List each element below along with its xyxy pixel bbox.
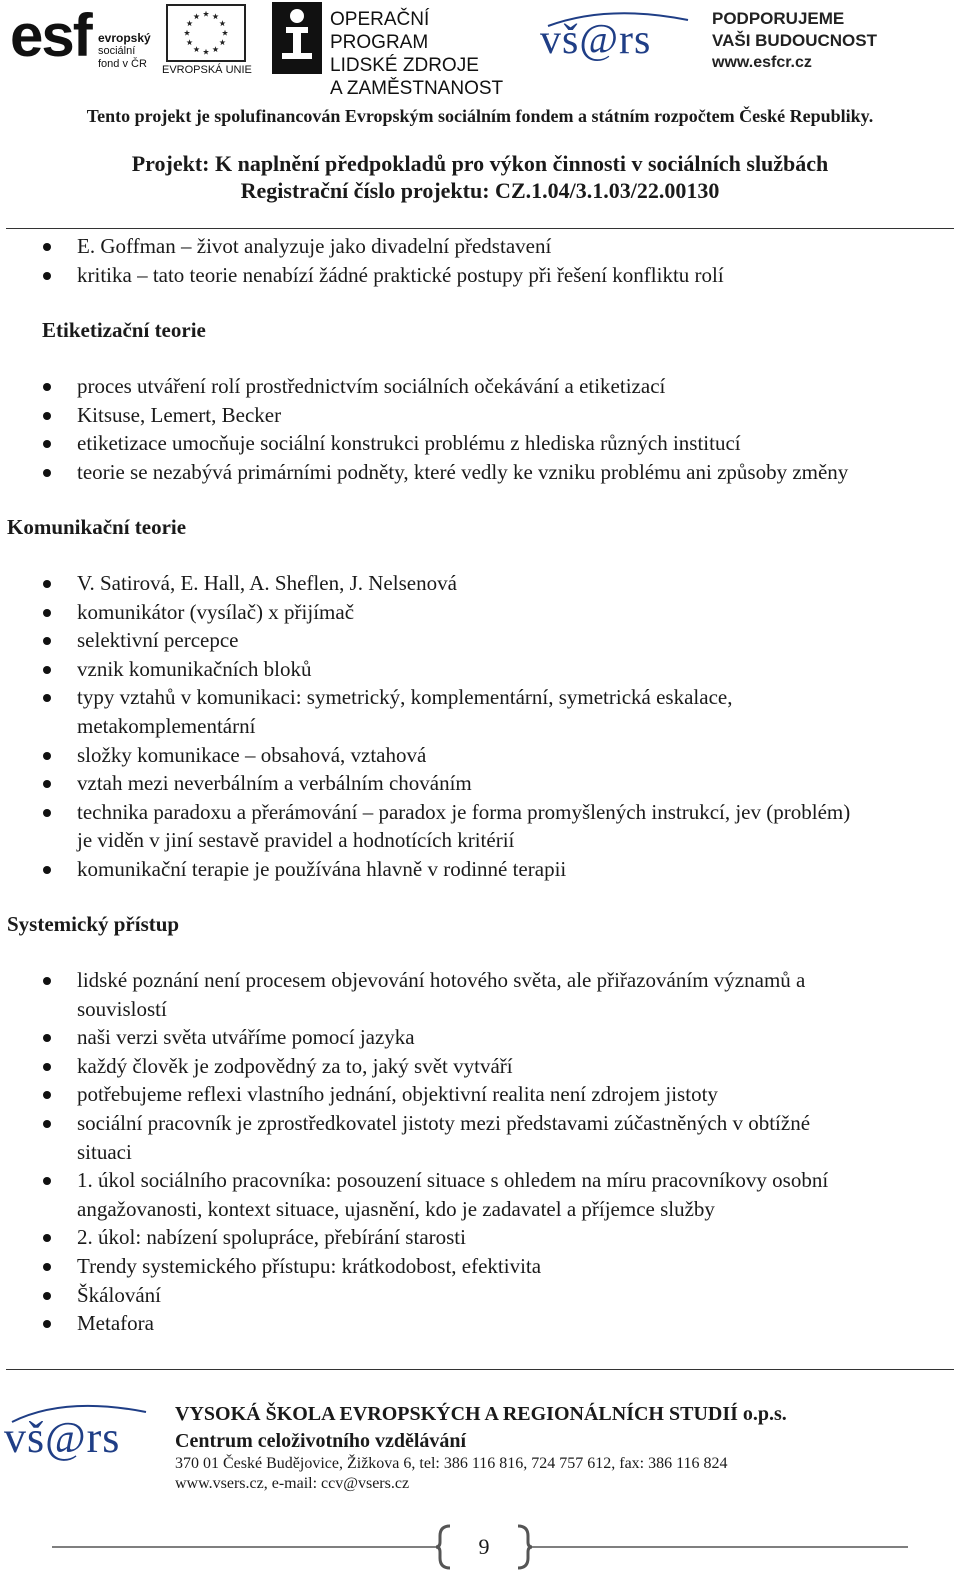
list-item: 1. úkol sociálního pracovníka: posouzení situace s ohledem na míru pracovníkovy osobní angažovanosti, kontext situace, ujasnění, kdo je zadavatel a příjemce služby [0,1166,880,1223]
list-item: Kitsuse, Lemert, Becker [0,401,880,430]
bullet-icon [43,609,51,617]
bullet-icon [43,1120,51,1128]
labeling-list [0,372,960,486]
eu-star-icon [222,30,228,36]
list-item: 2. úkol: nabízení spolupráce, přebírání starosti [0,1223,880,1252]
eu-star-icon [212,46,218,52]
school-web-email: www.vsers.cz, e-mail: ccv@vsers.cz [175,1475,410,1492]
bullet-icon [43,1091,51,1099]
section-heading-labeling: Etiketizační teorie [42,318,206,342]
support-slogan: PODPORUJEME VAŠI BUDOUCNOST www.esfcr.cz [712,8,877,74]
vsers-header-logo [538,6,698,74]
bullet-icon [43,666,51,674]
section-heading-systemic: Systemický přístup [7,912,180,936]
list-item: etiketizace umocňuje sociální konstrukci problému z hlediska různých institucí [0,429,880,458]
list-item: teorie se nezabývá primárními podněty, které vedly ke vzniku problému ani způsoby změny [0,458,960,487]
vsers-footer-word: vš@rs [4,1413,121,1462]
project-title: Projekt: K naplnění předpokladů pro výkon činnosti v sociálních službách [131,151,829,176]
eu-star-icon [187,39,193,45]
registration-number: Registrační číslo projektu: CZ.1.04/3.1.03/22.00130 [240,178,720,203]
bullet-icon [43,383,51,391]
vsers-footer-logo [4,1396,154,1476]
school-address: 370 01 České Budějovice, Žižkova 6, tel: 386 116 816, 724 757 612, fax: 386 116 824 [175,1455,728,1472]
bullet-icon [43,412,51,420]
eu-caption: EVROPSKÁ UNIE [162,64,252,76]
eu-star-icon [219,39,225,45]
op-lzz-logo [272,2,532,99]
list-item: kritika – tato teorie nenabízí žádné praktické postupy při řešení konfliktu rolí [0,261,880,290]
esf-logo-letters: esf [10,2,91,69]
bullet-icon [43,637,51,645]
section-heading-communication: Komunikační teorie [7,515,187,539]
list-item: vztah mezi neverbálním a verbálním chováním [0,769,880,798]
list-item: technika paradoxu a přerámování – paradox je forma promyšlených instrukcí, jev (problém) je viděn v jiní sestavě pravidel a hodnotících kritérií [0,798,960,855]
bullet-icon [43,440,51,448]
bullet-icon [43,1234,51,1242]
footer-divider [6,1369,954,1370]
list-item: typy vztahů v komunikaci: symetrický, komplementární, symetrická eskalace, metakomplementární [0,683,880,740]
eu-star-icon [212,13,218,19]
intro-list [0,232,880,289]
systemic-list [0,966,880,1338]
eu-star-icon [203,11,209,17]
support-url: www.esfcr.cz [712,54,812,71]
bullet-icon [43,272,51,280]
bullet-icon [43,866,51,874]
list-item: komunikátor (vysílač) x přijímač [0,598,880,627]
bullet-icon [43,1034,51,1042]
vsers-header-word: vš@rs [540,17,652,63]
header-divider [6,228,954,229]
esf-logo [6,2,262,76]
list-item: potřebujeme reflexi vlastního jednání, objektivní realita není zdrojem jistoty [0,1080,880,1109]
bullet-icon [43,809,51,817]
list-item: vznik komunikačních bloků [0,655,880,684]
bullet-icon [43,1292,51,1300]
esf-logo-caption: evropský sociální fond v ČR [98,31,151,70]
bullet-icon [43,1063,51,1071]
eu-flag-icon [166,4,246,62]
op-lzz-text: OPERAČNÍ PROGRAM LIDSKÉ ZDROJE A ZAMĚSTNANOST [330,9,504,99]
list-item: lidské poznání není procesem objevování hotového světa, ale přiřazováním významů a souvislostí [0,966,880,1023]
bullet-icon [43,1263,51,1271]
bullet-icon [43,243,51,251]
list-item: sociální pracovník je zprostředkovatel jistoty mezi představami zúčastněných v obtížné situaci [0,1109,880,1166]
eu-star-icon [193,46,199,52]
list-item: Metafora [0,1309,880,1338]
eu-star-icon [184,30,190,36]
op-person-icon [272,2,322,74]
list-item: V. Satirová, E. Hall, A. Sheflen, J. Nelsenová [0,569,880,598]
bullet-icon [43,1320,51,1328]
list-item: Škálování [0,1281,880,1310]
center-name: Centrum celoživotního vzdělávání [175,1430,467,1452]
page-number: 9 [478,1534,490,1559]
eu-star-icon [187,20,193,26]
communication-list [0,569,960,884]
list-item: selektivní percepce [0,626,880,655]
cofinancing-note: Tento projekt je spolufinancován Evropským sociálním fondem a státním rozpočtem České Republiky. [86,106,874,126]
eu-star-icon [219,20,225,26]
eu-star-icon [203,49,209,55]
list-item: proces utváření rolí prostřednictvím sociálních očekávání a etiketizací [0,372,880,401]
list-item: Trendy systemického přístupu: krátkodobost, efektivita [0,1252,880,1281]
bullet-icon [43,780,51,788]
list-item: naši verzi světa utváříme pomocí jazyka [0,1023,880,1052]
bullet-icon [43,694,51,702]
list-item: každý člověk je zodpovědný za to, jaký svět vytváří [0,1052,880,1081]
list-item: složky komunikace – obsahová, vztahová [0,741,880,770]
bullet-icon [43,977,51,985]
bullet-icon [43,580,51,588]
list-item: komunikační terapie je používána hlavně v rodinné terapii [0,855,880,884]
bullet-icon [43,469,51,477]
eu-star-icon [193,13,199,19]
list-item: E. Goffman – život analyzuje jako divadelní představení [0,232,880,261]
school-name: VYSOKÁ ŠKOLA EVROPSKÝCH A REGIONÁLNÍCH STUDIÍ o.p.s. [175,1403,787,1425]
bullet-icon [43,1177,51,1185]
bullet-icon [43,752,51,760]
